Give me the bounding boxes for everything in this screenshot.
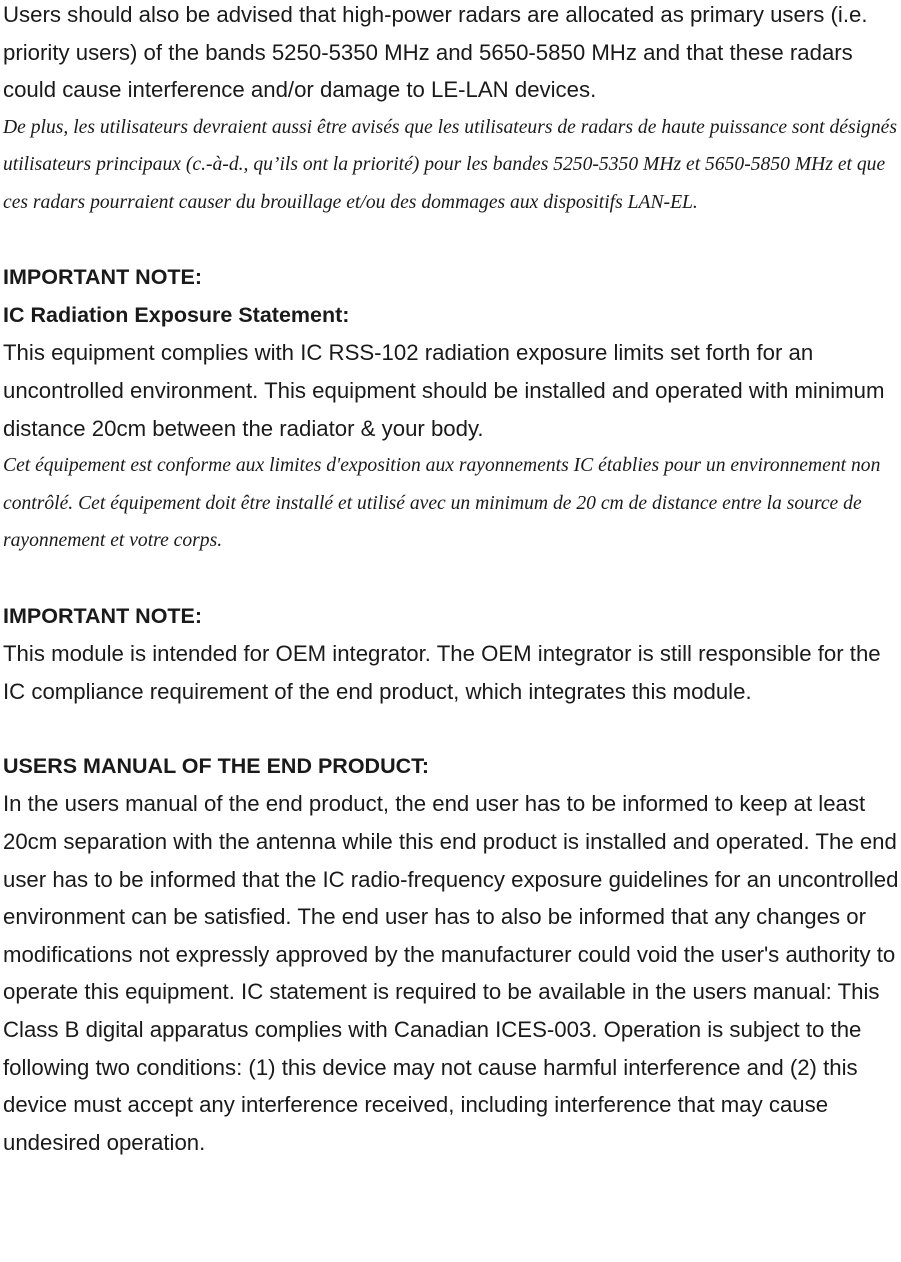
spacer bbox=[3, 560, 901, 598]
spacer bbox=[3, 222, 901, 260]
important-note-heading: IMPORTANT NOTE: bbox=[3, 265, 203, 290]
radar-advisory-en: Users should also be advised that high-power radars are allocated as primary users (i.e. priority users) of the bands 5250-5350 MHz and 5650-5850 MHz and that these radars could cause interference and/or damage to LE-LAN devices. bbox=[3, 2, 868, 103]
document-page bbox=[3, 0, 901, 1161]
radar-advisory-fr: De plus, les utilisateurs devraient aussi être avisés que les utilisateurs de radars de haute puissance sont désignés utilisateurs principaux (c.-à-d., qu’ils ont la priorité) pour les bandes 5250-5350 MHz et 5650-5850 MHz et que ces radars pourraient causer du brouillage et/ou des dommages aux dispositifs LAN-EL. bbox=[3, 116, 897, 213]
radiation-statement-title: IC Radiation Exposure Statement: bbox=[3, 302, 350, 327]
users-manual-heading: USERS MANUAL OF THE END PRODUCT: bbox=[3, 753, 430, 778]
radiation-statement-en: This equipment complies with IC RSS-102 radiation exposure limits set forth for an uncontrolled environment. This equipment should be installed and operated with minimum distance 20cm between the radiator & your body. bbox=[3, 340, 885, 441]
spacer bbox=[3, 710, 901, 748]
radiation-statement-fr: Cet équipement est conforme aux limites d'exposition aux rayonnements IC établies pour un environnement non contrôlé. Cet équipement doit être installé et utilisé avec un minimum de 20 cm de distance entre la source de rayonnement et votre corps. bbox=[3, 455, 881, 552]
important-note-heading: IMPORTANT NOTE: bbox=[3, 603, 203, 628]
oem-integrator-note: This module is intended for OEM integrator. The OEM integrator is still responsible for the IC compliance requirement of the end product, which integrates this module. bbox=[3, 641, 881, 704]
users-manual-body: In the users manual of the end product, the end user has to be informed to keep at least 20cm separation with the antenna while this end product is installed and operated. The end user has to be informed that the IC radio-frequency exposure guidelines for an uncontrolled environment can be satisfied. The end user has to also be informed that any changes or modifications not expressly approved by the manufacturer could void the user's authority to operate this equipment. IC statement is required to be available in the users manual: This Class B digital apparatus complies with Canadian ICES-003. Operation is subject to the following two conditions: (1) this device may not cause harmful interference and (2) this device must accept any interference received, including interference that may cause undesired operation. bbox=[3, 791, 899, 1155]
